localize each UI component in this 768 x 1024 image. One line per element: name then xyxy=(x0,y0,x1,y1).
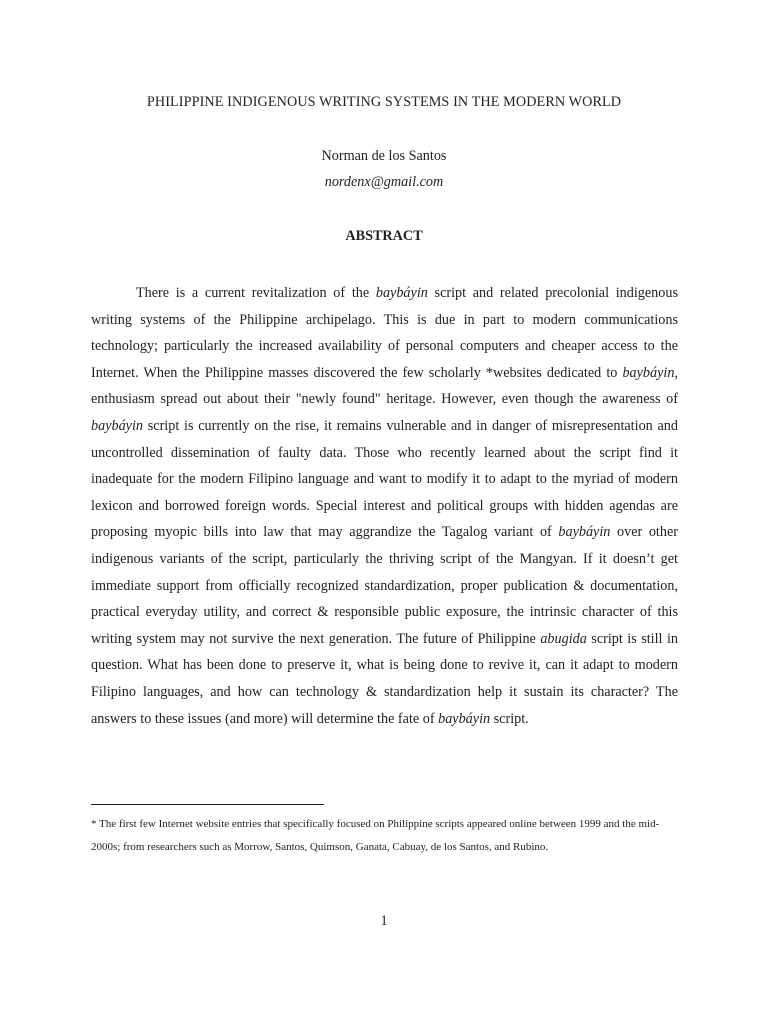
footnote: * The first few Internet website entries that specifically focused on Philippine scripts appeared online between 1999 and the mid-2000s; from researchers such as Morrow, Santos, Quimson, Ganata, Cabuay, de los Santos, and Rubino. xyxy=(91,818,660,853)
abstract-heading: ABSTRACT xyxy=(345,228,423,244)
abstract-italic-term: abugida xyxy=(540,630,587,647)
paper-title: PHILIPPINE INDIGENOUS WRITING SYSTEMS IN THE MODERN WORLD xyxy=(146,94,622,110)
footnote-divider xyxy=(91,804,324,805)
abstract-text-segment: script and related precolonial indigenous writing systems of the Philippine archipelago. This is due in part to modern communications technology; particularly the increased availability of personal computers and cheaper access to the Internet. When the Philippine masses discovered the few scholarly *websites dedicated to xyxy=(91,285,678,381)
page-number: 1 xyxy=(380,913,388,929)
abstract-text-segment: over other indigenous variants of the script, particularly the thriving script of the Mangyan. If it doesn’t get immediate support from officially recognized standardization, proper publication & documentation, practical everyday utility, and correct & responsible public exposure, the intrinsic character of this writing system may not survive the next generation. The future of Philippine xyxy=(91,524,678,647)
abstract-italic-term: baybáyin xyxy=(558,524,611,541)
abstract-body xyxy=(91,280,678,732)
abstract-italic-term: baybáyin xyxy=(375,285,428,301)
abstract-italic-term: baybáyin xyxy=(438,710,491,727)
abstract-text-segment: script. xyxy=(490,710,529,727)
abstract-italic-term: baybáyin xyxy=(91,417,144,434)
abstract-italic-term: baybáyin xyxy=(622,364,675,381)
author-email: nordenx@gmail.com xyxy=(324,174,444,190)
abstract-text-segment: script is currently on the rise, it remains vulnerable and in danger of misrepresentation and uncontrolled dissemination of faulty data. Those who recently learned about the script find it inadequate for the modern Filipino language and want to modify it to adapt to the myriad of modern lexicon and borrowed foreign words. Special interest and political groups with hidden agendas are proposing myopic bills into law that may aggrandize the Tagalog variant of xyxy=(91,417,678,541)
abstract-text-segment: There is a current revitalization of the xyxy=(136,285,376,301)
abstract-text-segment: script is still in question. What has been done to preserve it, what is being done to revive it, can it adapt to modern Filipino languages, and how can technology & standardization help it sustain its character? The answers to these issues (and more) will determine the fate of xyxy=(91,630,678,727)
abstract-text-segment: , enthusiasm spread out about their "newly found" heritage. However, even though the awareness of xyxy=(91,364,678,408)
author-name: Norman de los Santos xyxy=(321,148,447,164)
